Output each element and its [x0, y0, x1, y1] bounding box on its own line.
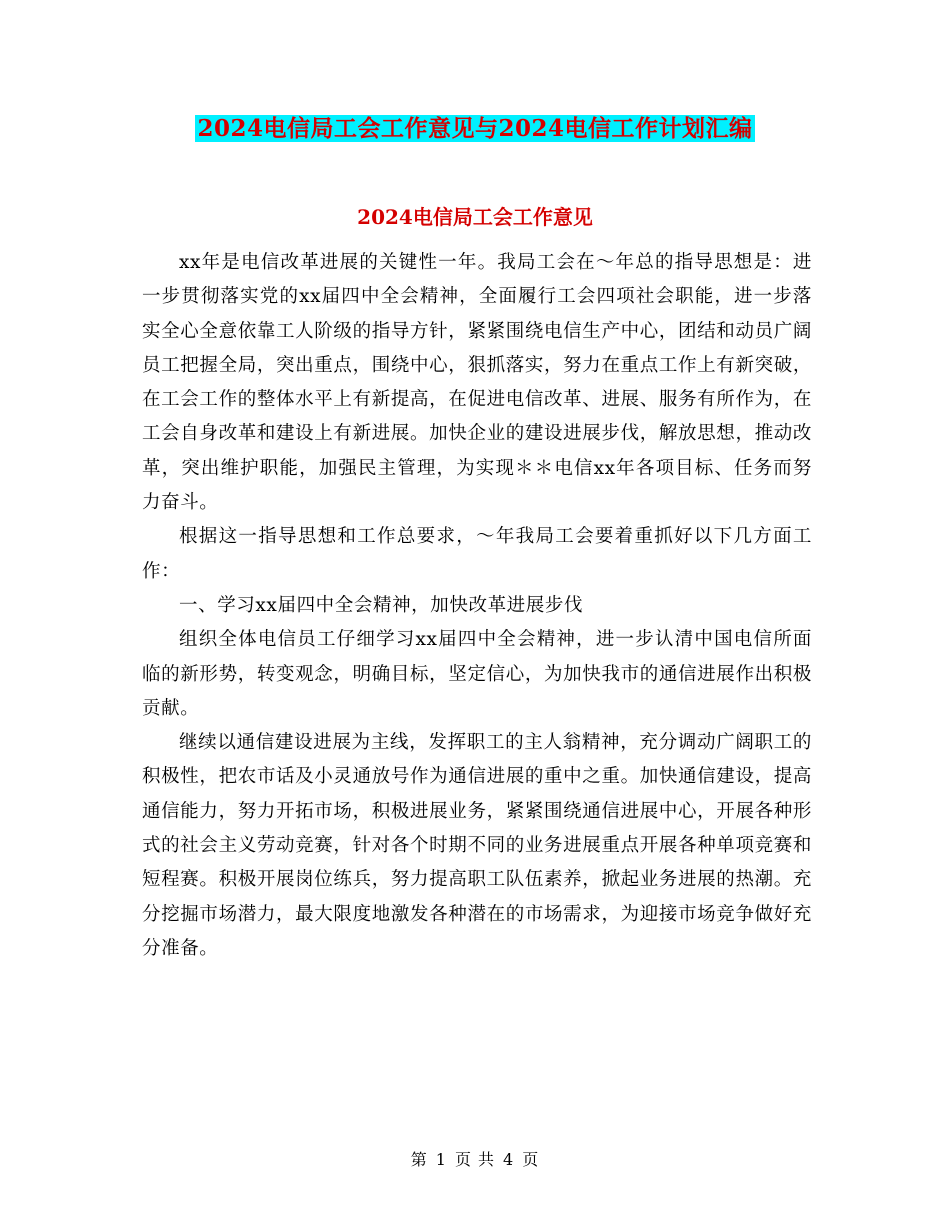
- paragraph: 根据这一指导思想和工作总要求，～年我局工会要着重抓好以下几方面工作：: [142, 526, 812, 582]
- paragraph: 继续以通信建设进展为主线，发挥职工的主人翁精神，充分调动广阔职工的积极性，把农市话及小灵通放号作为通信进展的重中之重。加快通信建设，提高通信能力，努力开拓市场，积极进展业务，紧紧围绕通信进展中心，开展各种形式的社会主义劳动竞赛，针对各个时期不同的业务进展重点开展各种单项竞赛和短程赛。积极开展岗位练兵，努力提高职工队伍素养，掀起业务进展的热潮。充分挖掘市场潜力，最大限度地激发各种潜在的市场需求，为迎接市场竞争做好充分准备。: [142, 732, 812, 959]
- body-text: [142, 246, 812, 966]
- paragraph: xx年是电信改革进展的关键性一年。我局工会在～年总的指导思想是：进一步贯彻落实党的xx届四中全会精神，全面履行工会四项社会职能，进一步落实全心全意依靠工人阶级的指导方针，紧紧围绕电信生产中心，团结和动员广阔员工把握全局，突出重点，围绕中心，狠抓落实，努力在重点工作上有新突破，在工会工作的整体水平上有新提高，在促进电信改革、进展、服务有所作为，在工会自身改革和建设上有新进展。加快企业的建设进展步伐，解放思想，推动改革，突出维护职能，加强民主管理，为实现＊＊电信xx年各项目标、任务而努力奋斗。: [142, 252, 812, 514]
- footer-suffix: 页: [522, 1150, 540, 1169]
- paragraph: 组织全体电信员工仔细学习xx届四中全会精神，进一步认清中国电信所面临的新形势，转变观念，明确目标，坚定信心，为加快我市的通信进展作出积极贡献。: [142, 629, 812, 719]
- footer-page-number: 1: [435, 1150, 447, 1169]
- footer-total-pages: 4: [503, 1150, 515, 1169]
- footer-prefix: 第: [410, 1150, 428, 1169]
- footer-middle: 页 共: [454, 1150, 496, 1169]
- page-footer: [0, 1147, 950, 1170]
- main-title-highlight: 2024电信局工会工作意见与2024电信工作计划汇编: [197, 115, 753, 142]
- main-title: [0, 112, 950, 146]
- section-heading: 一、学习xx届四中全会精神，加快改革进展步伐: [179, 594, 584, 616]
- section-title: 2024电信局工会工作意见: [357, 205, 593, 229]
